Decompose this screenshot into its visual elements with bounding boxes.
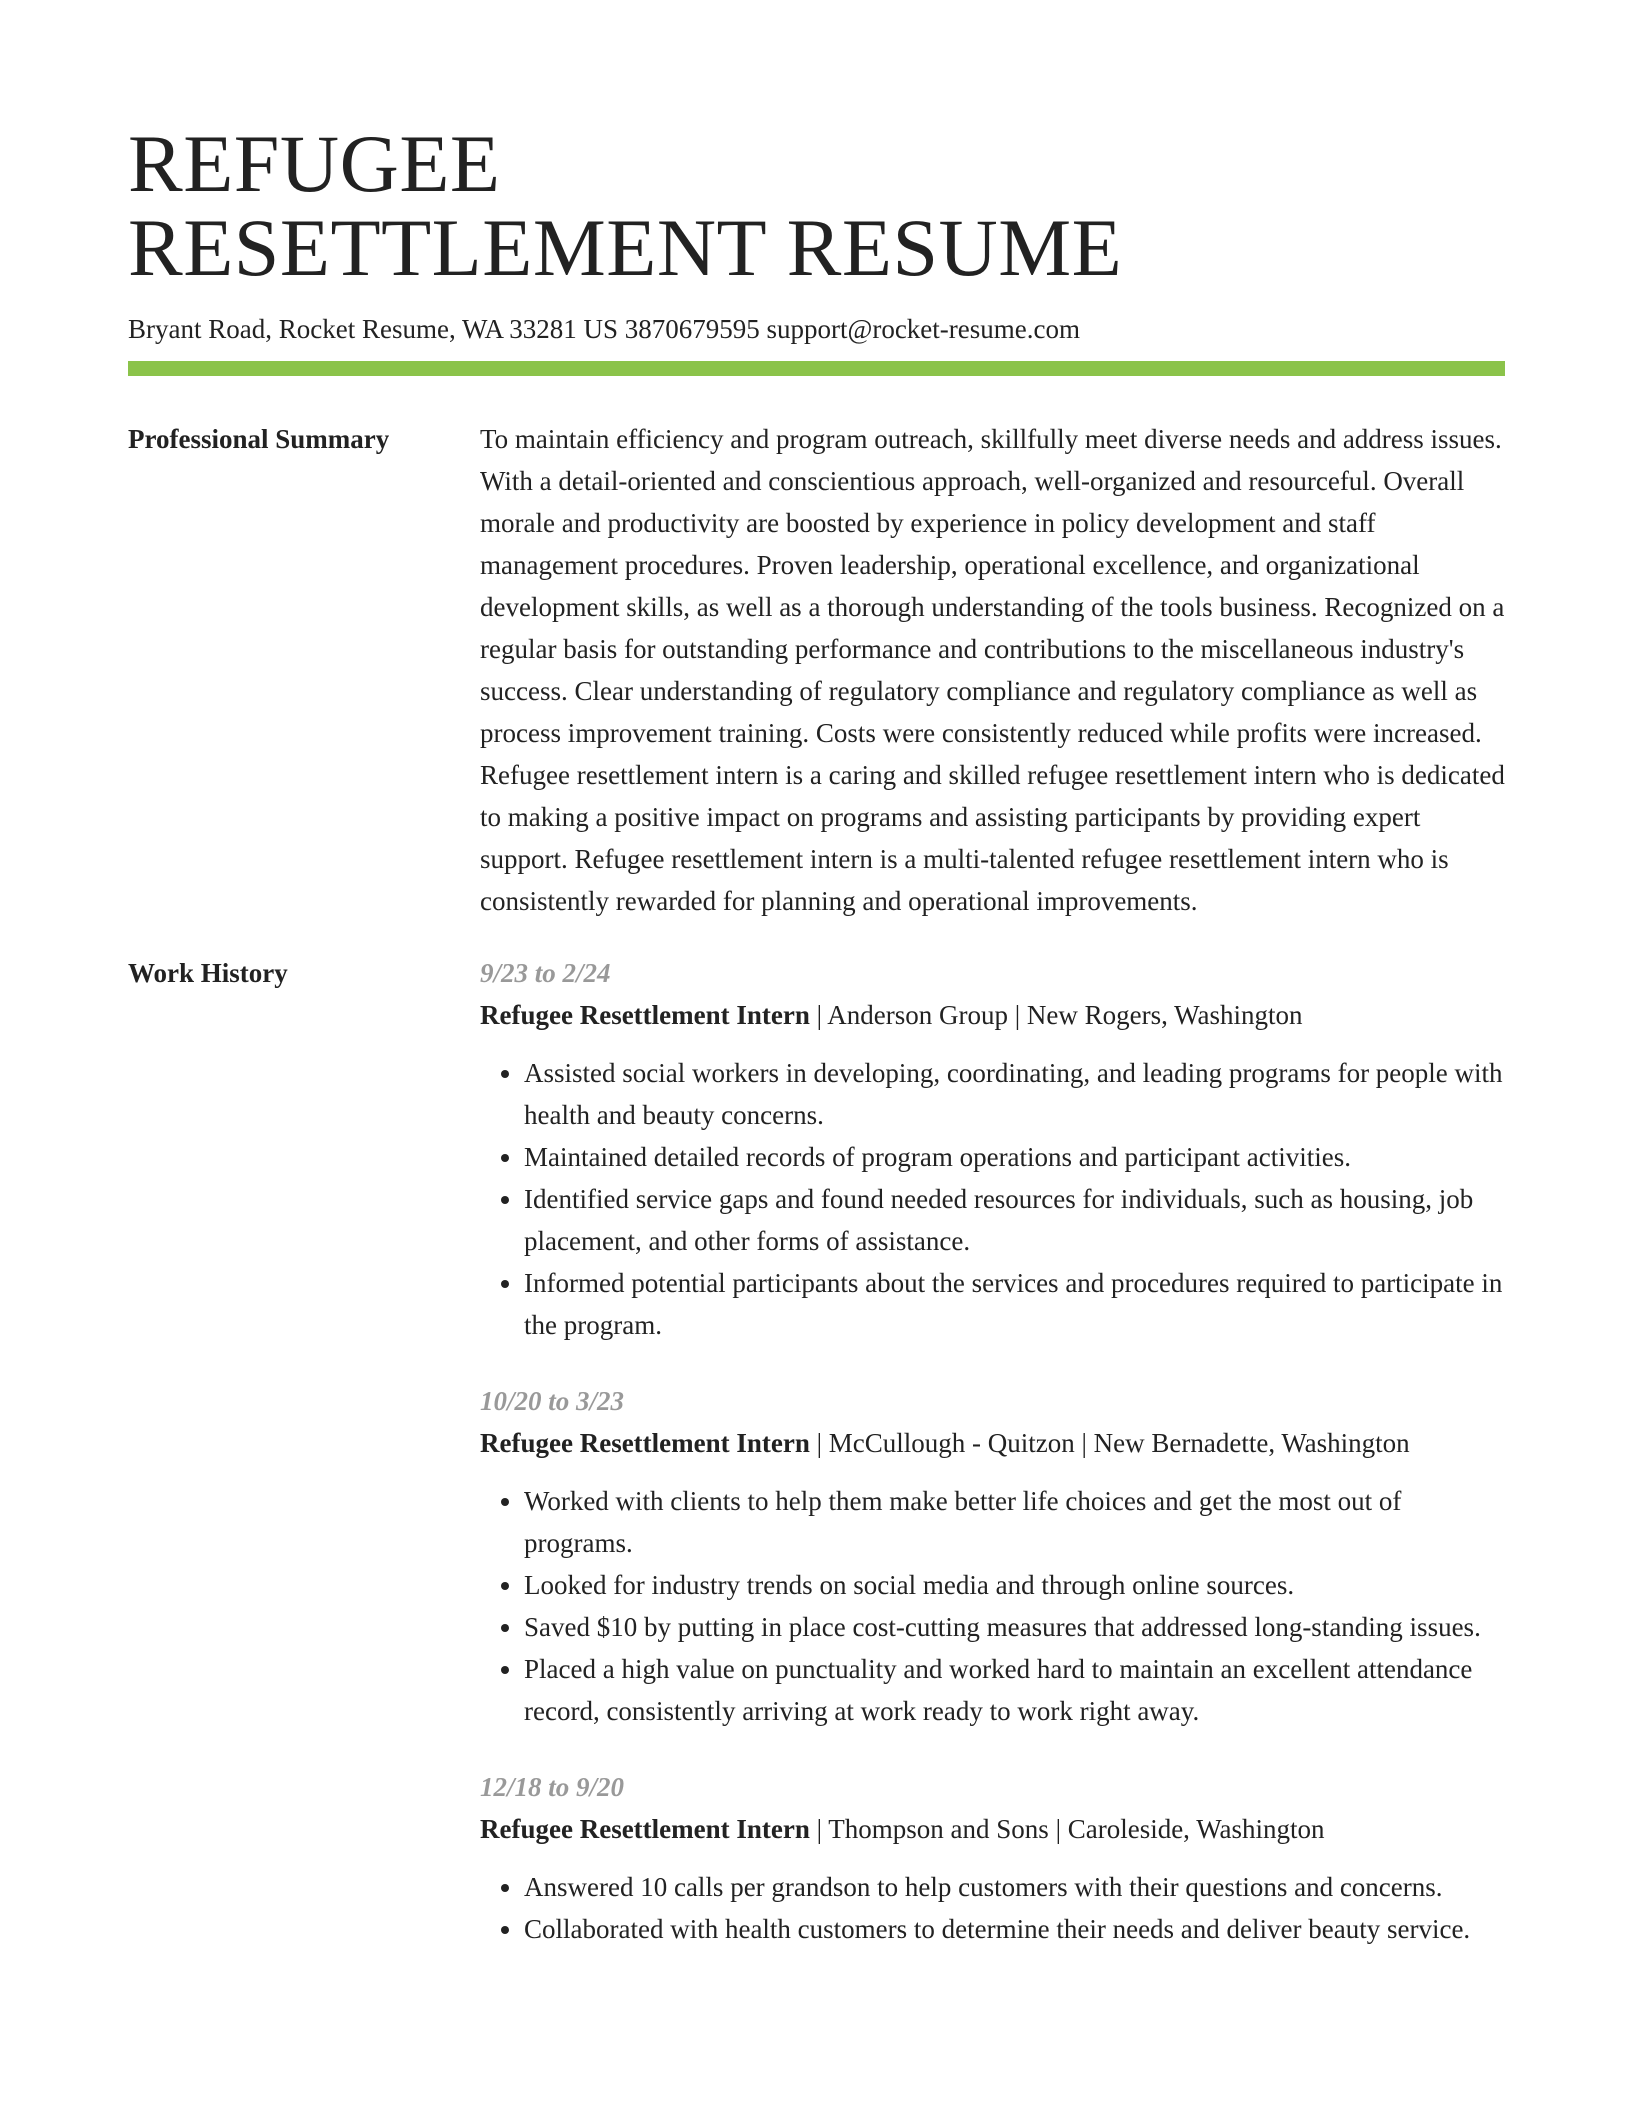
title-line-2: RESETTLEMENT RESUME xyxy=(128,202,1123,293)
section-label-work-history: Work History xyxy=(128,958,288,988)
job-bullet: • Saved $10 by putting in place cost-cutting measures that addressed long-standing issues. xyxy=(524,1606,1505,1648)
job-bullets xyxy=(480,1052,1505,1346)
job-bullet: • Identified service gaps and found needed resources for individuals, such as housing, job placement, and other forms of assistance. xyxy=(524,1178,1505,1262)
job-bullet: • Assisted social workers in developing, coordinating, and leading programs for people with health and beauty concerns. xyxy=(524,1052,1505,1136)
job-bullet: • Informed potential participants about the services and procedures required to participate in the program. xyxy=(524,1262,1505,1346)
job-bullet: • Looked for industry trends on social media and through online sources. xyxy=(524,1564,1505,1606)
job-details: | McCullough - Quitzon | New Bernadette, Washington xyxy=(809,1428,1410,1458)
job-bullet: • Placed a high value on punctuality and worked hard to maintain an excellent attendance record, consistently arriving at work ready to work right away. xyxy=(524,1648,1505,1732)
job-title: Refugee Resettlement Intern xyxy=(480,1814,810,1844)
work-history-section xyxy=(128,960,1505,1950)
work-history-body xyxy=(480,960,1505,1950)
contact-line: Bryant Road, Rocket Resume, WA 33281 US 3870679595 support@rocket-resume.com xyxy=(128,314,1080,344)
resume-page xyxy=(128,118,1505,1950)
title-line-1: REFUGEE xyxy=(128,118,501,209)
job-title: Refugee Resettlement Intern xyxy=(480,1000,810,1030)
job-bullets xyxy=(480,1480,1505,1732)
job-details: | Thompson and Sons | Caroleside, Washington xyxy=(809,1814,1325,1844)
summary-body xyxy=(480,426,1505,922)
job-title-line xyxy=(480,994,1505,1036)
professional-summary-section xyxy=(128,426,1505,922)
resume-title xyxy=(128,118,1505,293)
job-bullet: • Maintained detailed records of program operations and participant activities. xyxy=(524,1136,1505,1178)
job-title-line xyxy=(480,1422,1505,1464)
summary-text: To maintain efficiency and program outreach, skillfully meet diverse needs and address issues. With a detail-oriented and conscientious approach, well-organized and resourceful. Overall morale and productivity are boosted by experience in policy development and staff management procedures. Proven leadership, operational excellence, and organizational development skills, as well as a thorough understanding of the tools business. Recognized on a regular basis for outstanding performance and contributions to the miscellaneous industry's success. Clear understanding of regulatory compliance and regulatory compliance as well as process improvement training. Costs were consistently reduced while profits were increased. Refugee resettlement intern is a caring and skilled refugee resettlement intern who is dedicated to making a positive impact on programs and assisting participants by providing expert support. Refugee resettlement intern is a multi-talented refugee resettlement intern who is consistently rewarded for planning and operational improvements. xyxy=(480,424,1505,916)
accent-divider xyxy=(128,361,1505,376)
job-bullets xyxy=(480,1866,1505,1950)
job-title: Refugee Resettlement Intern xyxy=(480,1428,810,1458)
job-bullet: • Answered 10 calls per grandson to help customers with their questions and concerns. xyxy=(524,1866,1505,1908)
section-label-summary: Professional Summary xyxy=(128,424,390,454)
job-dates: 9/23 to 2/24 xyxy=(480,958,611,988)
job-dates: 12/18 to 9/20 xyxy=(480,1772,625,1802)
job-details: | Anderson Group | New Rogers, Washington xyxy=(809,1000,1303,1030)
job-entry xyxy=(480,1380,1505,1732)
job-dates: 10/20 to 3/23 xyxy=(480,1386,625,1416)
job-bullet: • Worked with clients to help them make better life choices and get the most out of programs. xyxy=(524,1480,1505,1564)
job-entry xyxy=(480,1766,1505,1950)
job-bullet: • Collaborated with health customers to determine their needs and deliver beauty service. xyxy=(524,1908,1505,1950)
job-title-line xyxy=(480,1808,1505,1850)
job-entry xyxy=(480,952,1505,1346)
